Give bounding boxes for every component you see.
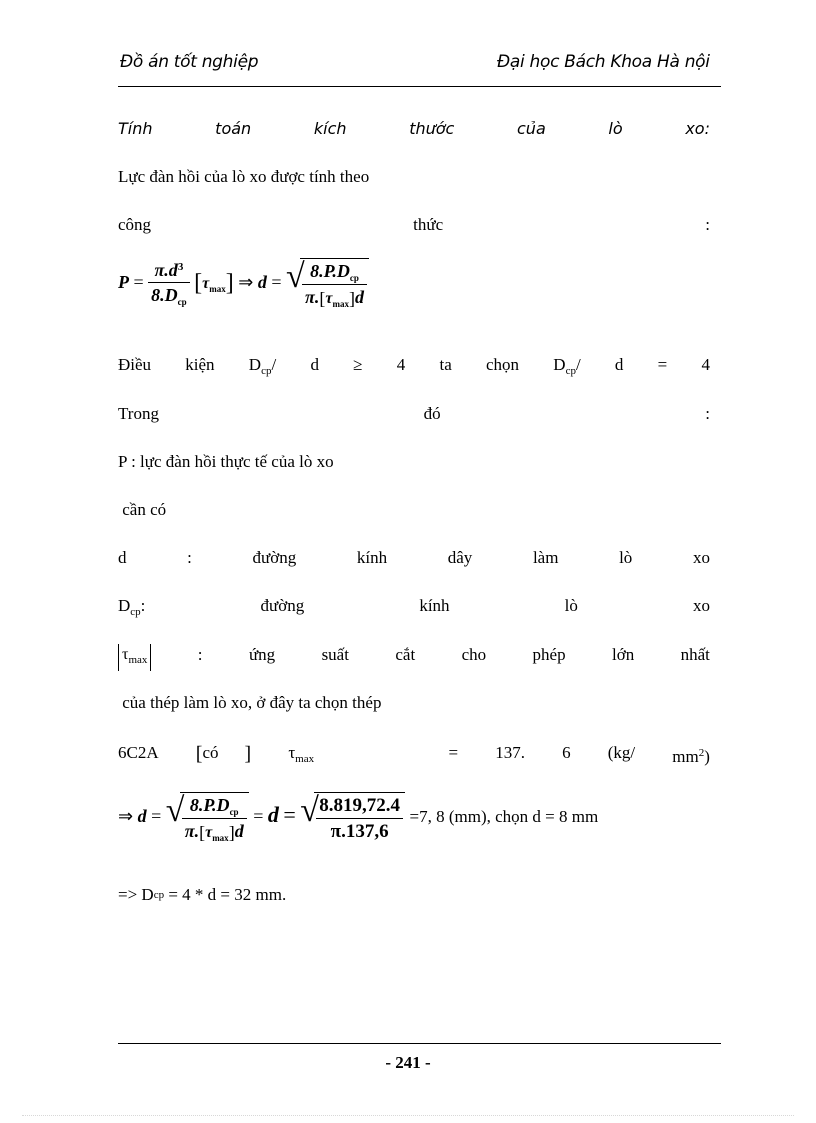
word: lò <box>564 596 578 615</box>
header-right-title: Đại học Bách Khoa Hà nội <box>497 52 710 72</box>
fraction: $\frac{8.P.D_{cp}}{\pi.[\tau_{max}]d}$ <box>182 795 247 843</box>
heading-word: Tính <box>118 119 153 138</box>
page-edge <box>22 1115 794 1116</box>
word: kính <box>419 596 450 615</box>
word: : <box>705 404 710 423</box>
square-root: √ $\frac{8.P.D_{cp}}{\pi.[\tau_{max}]d}$ <box>286 258 369 309</box>
trong-do-line <box>118 403 710 425</box>
subscript: cp <box>229 807 239 817</box>
steel-name: 6C2A <box>118 743 159 762</box>
heading-word: toán <box>215 119 252 138</box>
equals: = <box>448 743 459 762</box>
dcp-term: $D_{cp}$: <box>118 596 146 618</box>
final-pre: => D <box>118 885 154 904</box>
word: ứng <box>248 645 276 664</box>
word: làm <box>532 548 559 567</box>
equals: = <box>151 805 162 826</box>
final-result <box>118 884 710 906</box>
numerator: π.d <box>154 260 178 281</box>
co-term: [có ] <box>195 743 252 766</box>
word: đường <box>252 548 297 567</box>
value: 137. <box>495 743 525 762</box>
numerator: 8.819,72.4 <box>316 795 403 819</box>
footer-rule <box>118 1043 721 1044</box>
definition-d <box>118 547 710 569</box>
formula-diameter-result <box>118 792 598 843</box>
fraction: $\frac{8.P.D_{cp}}{\pi.[\tau_{max}]d}$ <box>302 261 367 309</box>
tau-symbol: τ <box>202 274 210 292</box>
word: : <box>705 215 710 234</box>
word: = <box>657 355 668 374</box>
tau-symbol: τ <box>325 290 333 307</box>
square-root: √ $\frac{8.P.D_{cp}}{\pi.[\tau_{max}]d}$ <box>166 792 249 843</box>
exponent: 3 <box>177 261 184 274</box>
symbol-d: d <box>267 801 279 827</box>
formula-force-diameter: P = $\frac{\pi.d^3}{8.D_{cp}}$ $[\tau_{max}]$ ⇒ d = √ $\frac{8.P.D_{cp}}{\pi.[\tau_{max}]d}$ <box>118 258 369 309</box>
definition-tau <box>118 644 710 671</box>
implies-symbol: ⇒ <box>118 805 134 826</box>
word: đường <box>260 596 305 615</box>
word: ta <box>439 355 452 374</box>
word: lớn <box>612 645 635 664</box>
implies-symbol: ⇒ <box>238 271 254 292</box>
word: Trong <box>118 404 159 423</box>
dcp-term: $D_{cp}/$ <box>248 355 277 377</box>
geq-symbol: ≥ <box>353 355 363 374</box>
equals: = <box>283 801 296 827</box>
heading-word: xo: <box>685 119 710 138</box>
section-heading <box>118 118 710 140</box>
denominator: 8.D <box>151 285 178 306</box>
word: cắt <box>395 645 416 664</box>
header-left-title: Đồ án tốt nghiệp <box>120 52 259 72</box>
word: cho <box>461 645 487 664</box>
d-part: d <box>234 821 244 841</box>
definition-P-cont: cần có <box>118 500 167 519</box>
symbol-d: d <box>137 805 147 826</box>
tau-subscript: max <box>332 299 349 309</box>
value: 6 <box>562 743 571 762</box>
tau-term: $\tau_{max}$ <box>288 743 315 765</box>
word: Điều <box>118 355 152 374</box>
word: kiện <box>185 355 215 374</box>
word: xo <box>692 596 710 615</box>
pi-part: π. <box>184 821 200 841</box>
dcp-term: $D_{cp}/$ <box>553 355 581 377</box>
heading-word: của <box>517 119 546 138</box>
heading-word: thước <box>409 119 455 138</box>
subscript: cp <box>349 273 359 283</box>
symbol-P: P <box>118 271 129 292</box>
word: thức <box>413 215 444 234</box>
final-sub: cp <box>153 889 165 901</box>
word: d <box>614 355 624 374</box>
unit: (kg/ <box>607 743 636 762</box>
steel-line <box>118 742 710 770</box>
heading-word: lò <box>608 119 623 138</box>
equals: = <box>133 271 144 292</box>
header-rule <box>118 86 721 87</box>
tau-term: $\tau_{max}$ <box>118 644 151 671</box>
denominator: π.137,6 <box>330 821 389 843</box>
word: đó <box>423 404 441 423</box>
final-post: = 4 * d = 32 mm. <box>164 885 287 904</box>
equals: = <box>271 271 282 292</box>
definition-dcp <box>118 595 710 623</box>
word: phép <box>532 645 566 664</box>
word: kính <box>356 548 388 567</box>
word: lò <box>619 548 633 567</box>
tau-subscript: max <box>209 283 226 294</box>
unit: $mm^2$) <box>672 747 710 766</box>
tau-subscript: max <box>212 833 229 843</box>
numerator: 8.P.D <box>310 261 350 281</box>
condition-line <box>118 354 710 382</box>
symbol-d: d <box>257 271 267 292</box>
word: nhất <box>680 645 710 664</box>
pi-part: π. <box>305 287 320 307</box>
heading-word: kích <box>313 119 347 138</box>
square-root: √ $\frac{8.819,72.4}{\pi.137,6}$ <box>300 792 405 843</box>
word: chọn <box>486 355 520 374</box>
word: dây <box>447 548 473 567</box>
equals: = <box>253 805 264 826</box>
word: : <box>187 548 192 567</box>
d-part: d <box>354 287 364 307</box>
word: d <box>118 548 127 567</box>
subscript: cp <box>177 297 187 308</box>
fraction <box>148 260 190 307</box>
word: : <box>197 645 203 664</box>
tau-symbol: τ <box>205 824 213 841</box>
word: công <box>118 215 152 234</box>
paragraph-formula-intro <box>118 214 710 236</box>
numerator: 8.P.D <box>189 795 230 815</box>
word: xo <box>692 548 710 567</box>
word: suất <box>321 645 349 664</box>
word: 4 <box>396 355 406 374</box>
paragraph-force: Lực đàn hồi của lò xo được tính theo <box>118 167 370 186</box>
definition-tau-cont: của thép làm lò xo, ở đây ta chọn thép <box>118 693 382 712</box>
definition-P: P : lực đàn hồi thực tế của lò xo <box>118 452 334 471</box>
fraction <box>316 795 403 843</box>
page-number: - 241 - <box>385 1053 431 1072</box>
word: 4 <box>701 355 710 374</box>
result-text: =7, 8 (mm), chọn d = 8 mm <box>409 806 599 826</box>
word: d <box>310 355 319 374</box>
